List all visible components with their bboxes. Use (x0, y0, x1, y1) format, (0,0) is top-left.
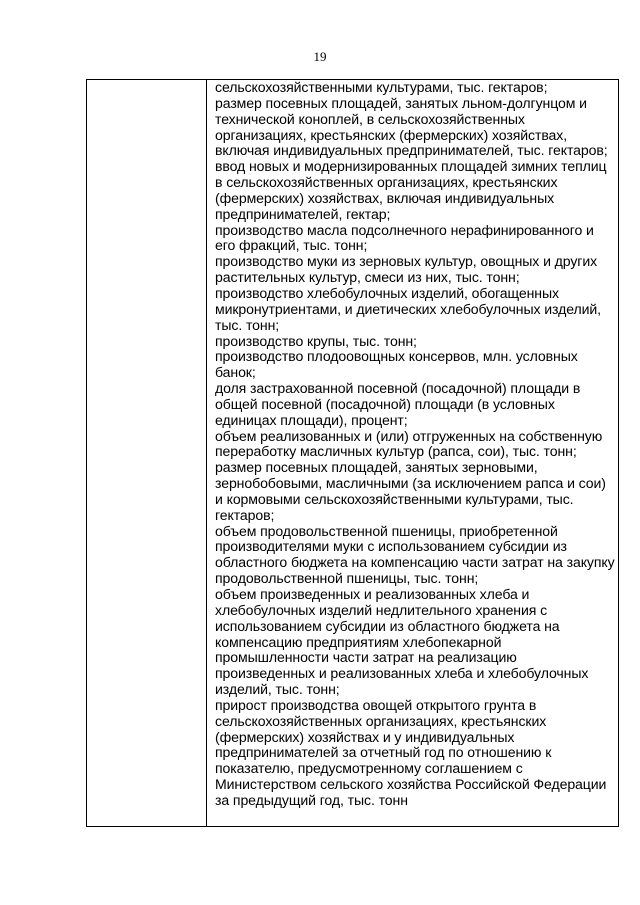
text-line: Министерством сельского хозяйства Российской Федерации (215, 776, 607, 793)
text-line: банок; (215, 364, 256, 381)
text-line: размер посевных площадей, занятых льном-долгунцом и (215, 94, 587, 111)
text-line: произведенных и реализованных хлеба и хлебобулочных (215, 665, 589, 682)
text-line: хлебобулочных изделий недлительного хранения с (215, 601, 548, 618)
text-line: растительных культур, смеси из них, тыс. тонн; (215, 269, 520, 286)
text-line: единицах площади), процент; (215, 411, 408, 428)
text-line: технической коноплей, в сельскохозяйственных (215, 110, 525, 127)
text-line: размер посевных площадей, занятых зерновыми, (215, 459, 538, 476)
text-line: за предыдущий год, тыс. тонн (215, 791, 408, 808)
text-line: объем реализованных и (или) отгруженных на собственную (215, 427, 603, 444)
text-line: сельскохозяйственными культурами, тыс. гектаров; (215, 79, 548, 95)
text-line: изделий, тыс. тонн; (215, 681, 340, 698)
text-line: общей посевной (посадочной) площади (в условных (215, 395, 555, 412)
text-line: производство муки из зерновых культур, овощных и других (215, 253, 598, 270)
text-line: его фракций, тыс. тонн; (215, 237, 368, 254)
text-line: производство хлебобулочных изделий, обогащенных (215, 284, 559, 301)
column-divider (206, 80, 207, 826)
indicator-text-cell (215, 80, 615, 809)
text-line: тыс. тонн; (215, 316, 280, 333)
text-line: прирост производства овощей открытого грунта в (215, 696, 537, 713)
text-line: компенсацию предприятиям хлебопекарной (215, 633, 502, 650)
text-line: в сельскохозяйственных организациях, крестьянских (215, 174, 558, 191)
text-line: показателю, предусмотренному соглашением с (215, 760, 523, 777)
text-line: ввод новых и модернизированных площадей зимних теплиц (215, 158, 607, 175)
text-line: гектаров; (215, 506, 275, 523)
text-line: производителями муки с использованием субсидии из (215, 538, 567, 555)
text-line: (фермерских) хозяйствах и у индивидуальных (215, 728, 515, 745)
text-line: производство крупы, тыс. тонн; (215, 332, 417, 349)
text-line: и кормовыми сельскохозяйственными культурами, тыс. (215, 490, 574, 507)
text-line: производство плодоовощных консервов, млн. условных (215, 348, 578, 365)
text-line: микронутриентами, и диетических хлебобулочных изделий, (215, 300, 601, 317)
text-line: производство масла подсолнечного нерафинированного и (215, 221, 594, 238)
text-line: (фермерских) хозяйствах, включая индивидуальных (215, 189, 555, 206)
text-line: переработку масличных культур (рапса, сои), тыс. тонн; (215, 443, 577, 460)
text-line: объем продовольственной пшеницы, приобретенной (215, 522, 558, 539)
text-line: организациях, крестьянских (фермерских) хозяйствах, (215, 126, 568, 143)
text-line: продовольственной пшеницы, тыс. тонн; (215, 570, 479, 587)
text-line: объем произведенных и реализованных хлеба и (215, 586, 530, 602)
page-number: 19 (313, 49, 327, 64)
text-line: областного бюджета на компенсацию части затрат на закупку (215, 554, 615, 571)
text-line: предпринимателей за отчетный год по отношению к (215, 744, 552, 761)
indicator-table (86, 79, 619, 827)
text-line: промышленности части затрат на реализацию (215, 649, 517, 666)
text-line: сельскохозяйственных организациях, крестьянских (215, 712, 547, 729)
text-line: доля застрахованной посевной (посадочной) площади в (215, 380, 581, 397)
text-line: использованием субсидии из областного бюджета на (215, 617, 560, 634)
text-line: зернобобовыми, масличными (за исключением рапса и сои) (215, 475, 606, 492)
text-line: предпринимателей, гектар; (215, 205, 391, 222)
text-line: включая индивидуальных предпринимателей, тыс. гектаров; (215, 142, 608, 159)
